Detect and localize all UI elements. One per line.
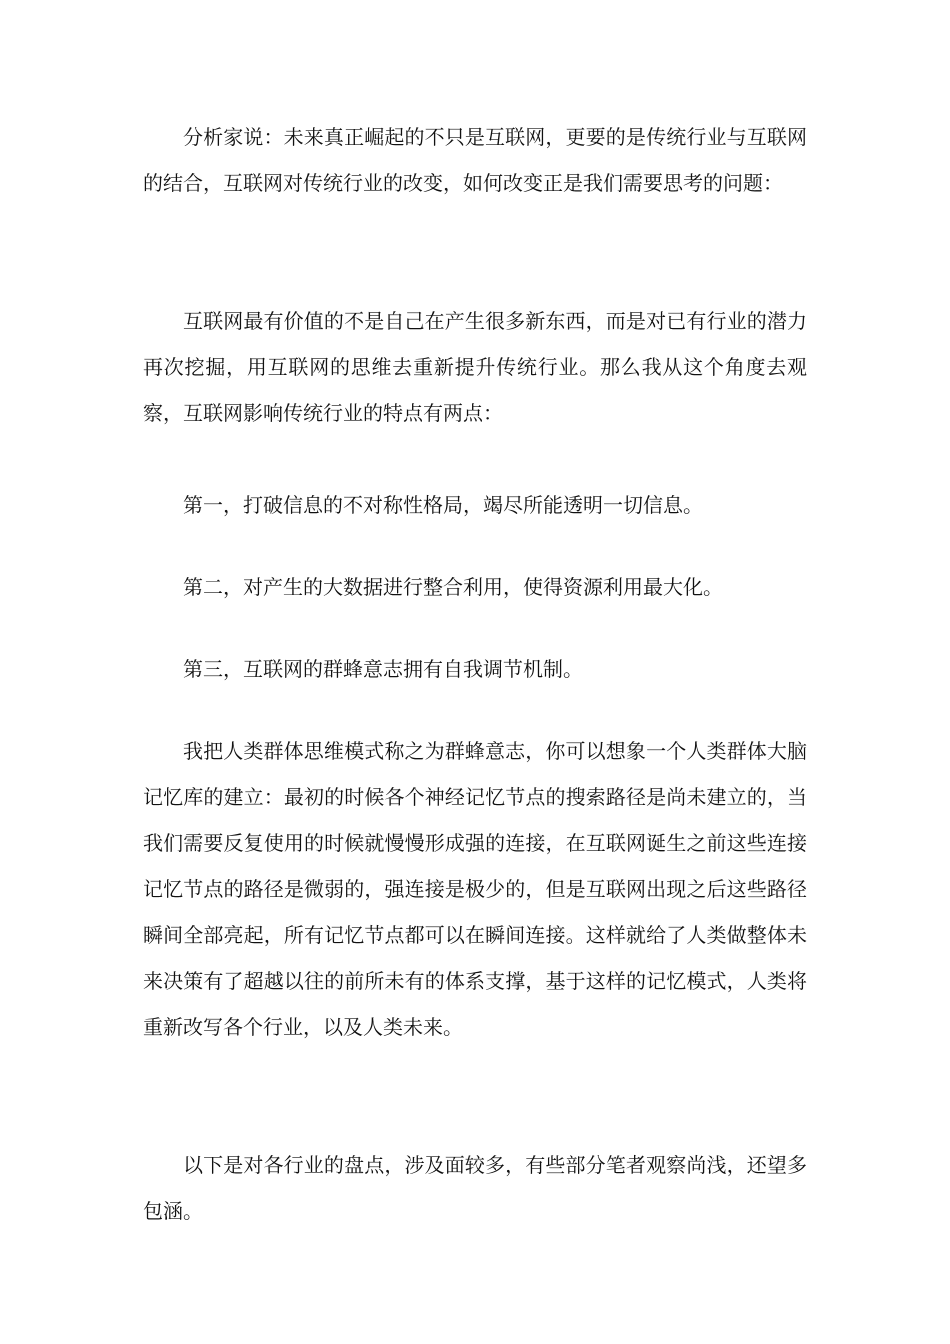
- paragraph-internet-value: 互联网最有价值的不是自己在产生很多新东西，而是对已有行业的潜力再次挖掘，用互联网的思维去重新提升传统行业。那么我从这个角度去观察，互联网影响传统行业的特点有两点：: [143, 309, 807, 425]
- paragraph-analyst-quote: 分析家说：未来真正崛起的不只是互联网，更要的是传统行业与互联网的结合，互联网对传统行业的改变，如何改变正是我们需要思考的问题：: [143, 125, 807, 195]
- paragraph-point-two: 第二，对产生的大数据进行整合利用，使得资源利用最大化。: [183, 575, 723, 599]
- paragraph-industry-review: 以下是对各行业的盘点，涉及面较多，有些部分笔者观察尚浅，还望多包涵。: [143, 1153, 807, 1223]
- paragraph-swarm-will: 我把人类群体思维模式称之为群蜂意志，你可以想象一个人类群体大脑记忆库的建立：最初的时候各个神经记忆节点的搜索路径是尚未建立的，当我们需要反复使用的时候就慢慢形成强的连接，在互联网诞生之前这些连接记忆节点的路径是微弱的，强连接是极少的，但是互联网出现之后这些路径瞬间全部亮起，所有记忆节点都可以在瞬间连接。这样就给了人类做整体未来决策有了超越以往的前所未有的体系支撑，基于这样的记忆模式，人类将重新改写各个行业，以及人类未来。: [143, 739, 807, 1039]
- paragraph-point-one: 第一，打破信息的不对称性格局，竭尽所能透明一切信息。: [183, 493, 703, 517]
- paragraph-point-three: 第三，互联网的群蜂意志拥有自我调节机制。: [183, 657, 583, 681]
